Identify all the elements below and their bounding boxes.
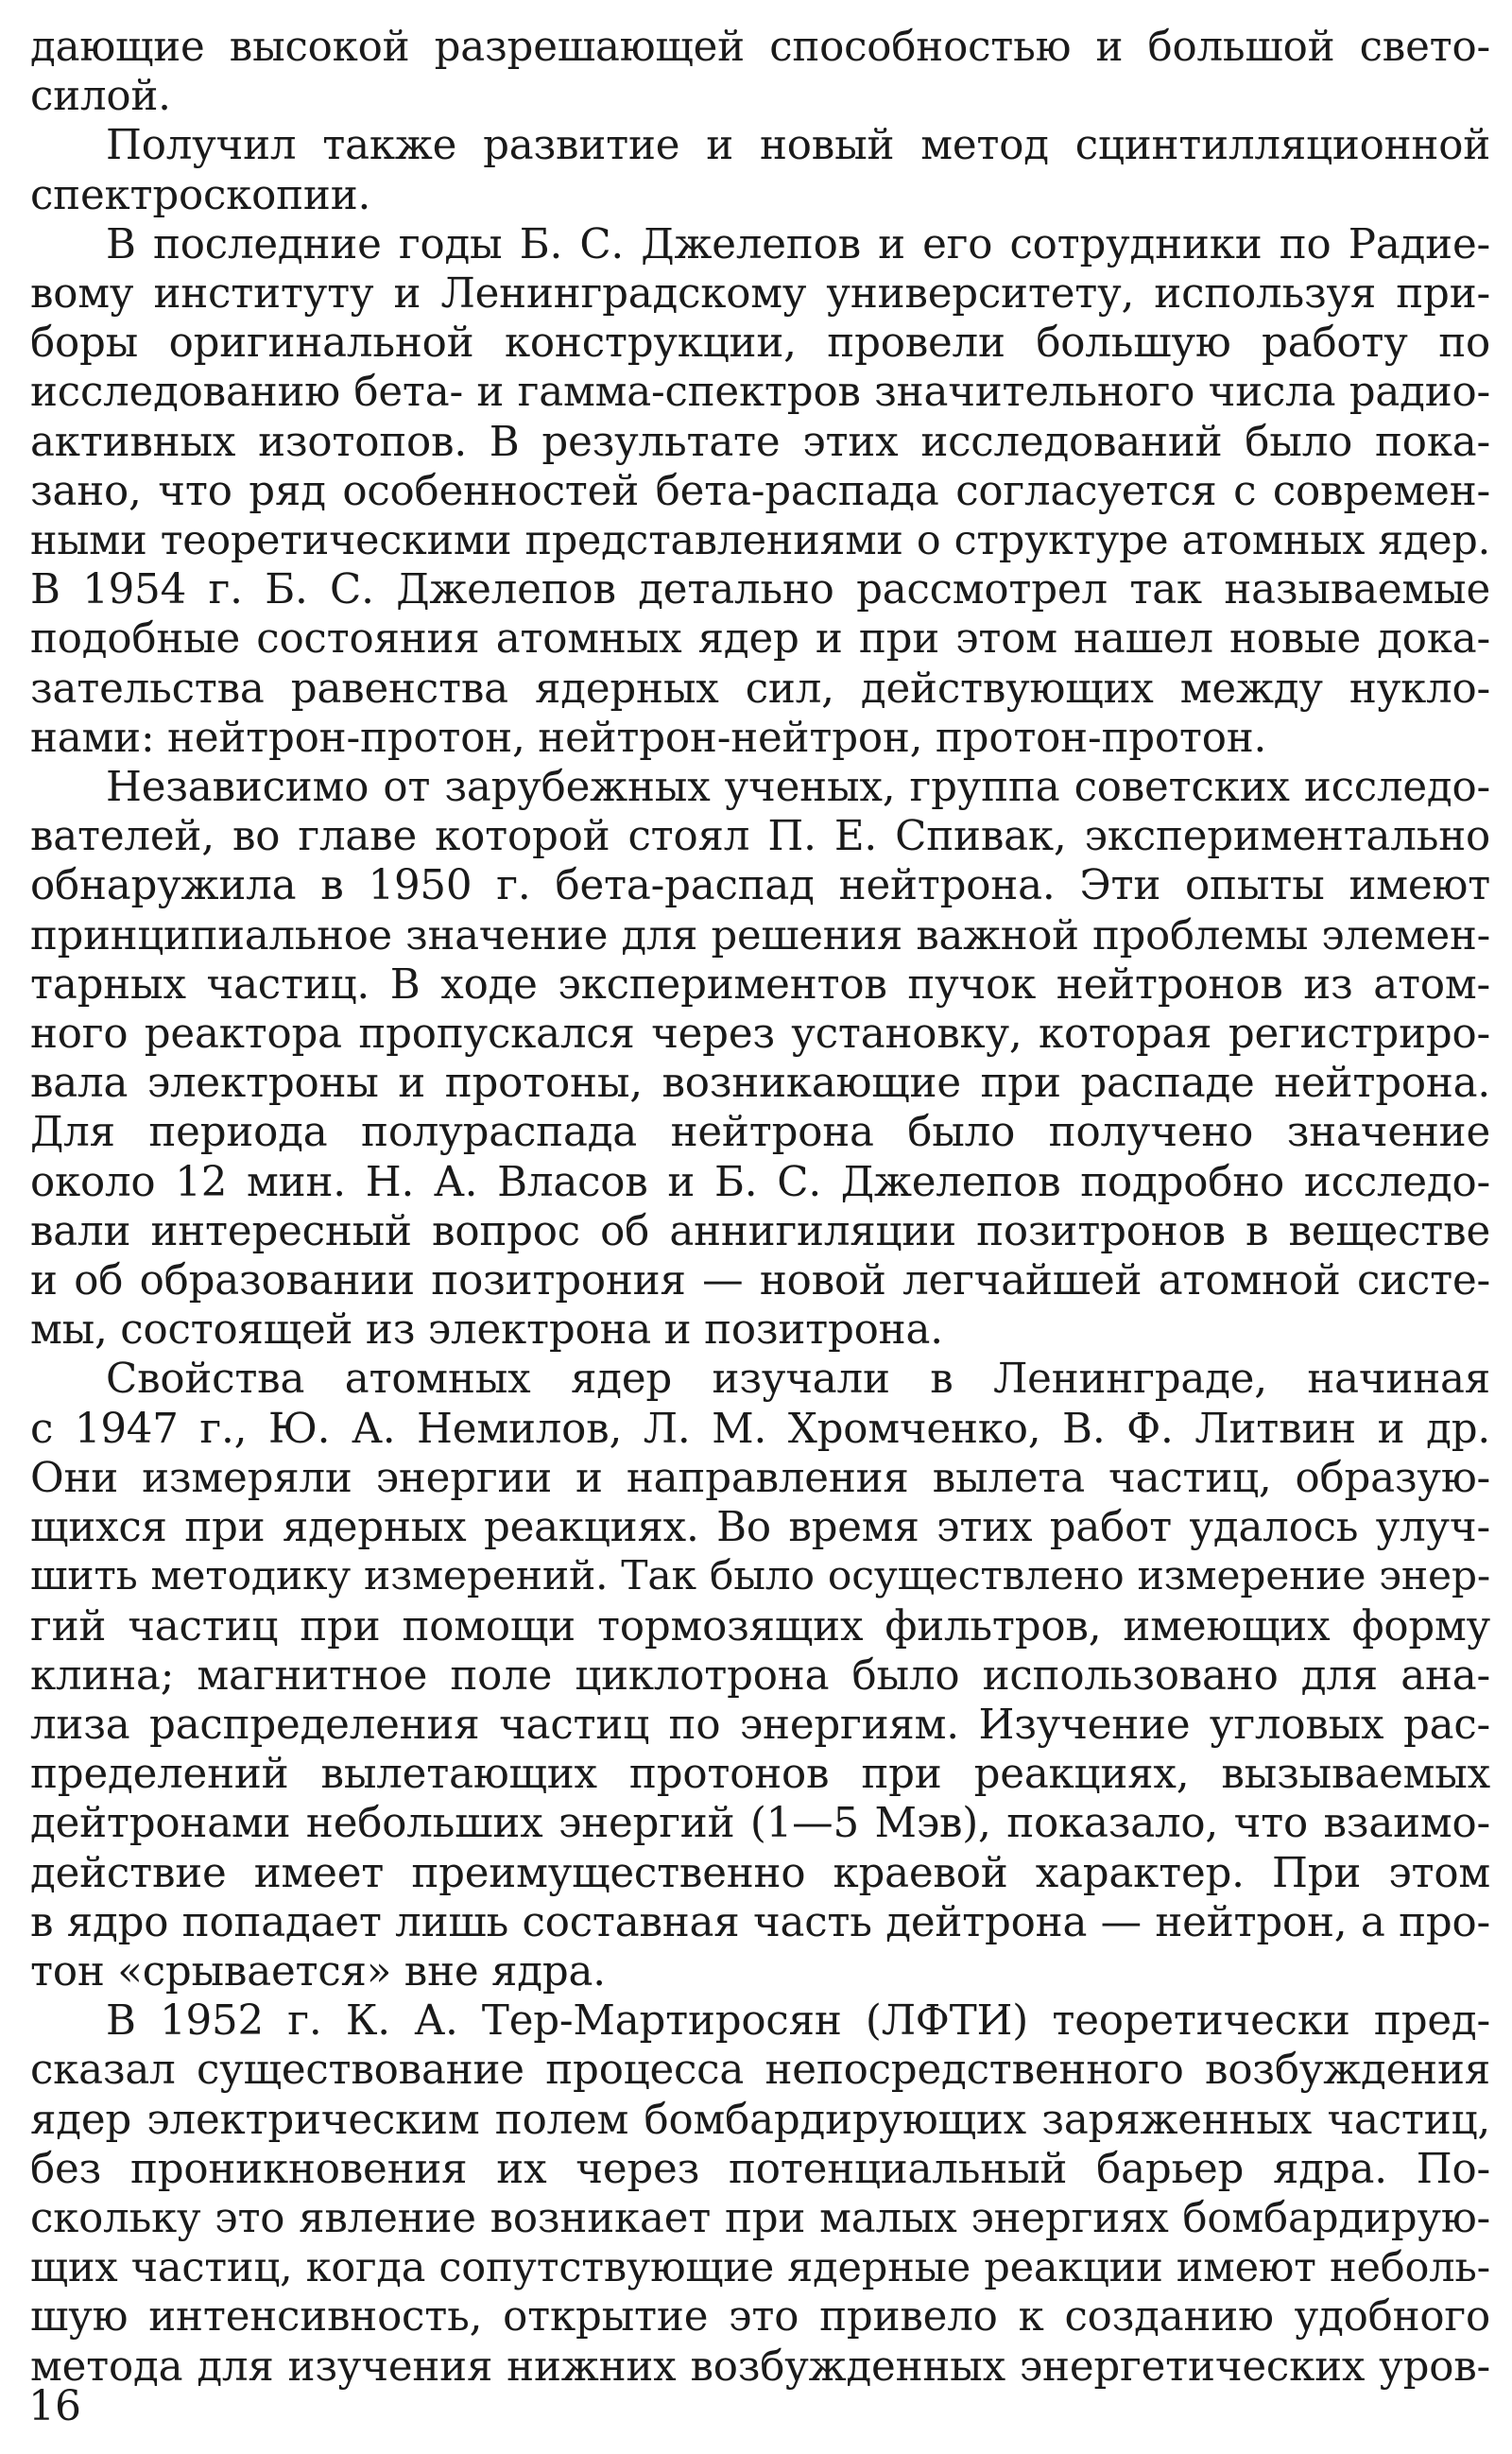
text-line: ного реактора пропускался через установку, которая регистриро-: [30, 1011, 1490, 1059]
paragraph-1: [30, 23, 1490, 121]
text-line: клина; магнитное поле циклотрона было использовано для ана-: [30, 1651, 1490, 1700]
text-line: боры оригинальной конструкции, провели большую работу по: [30, 320, 1490, 368]
text-line: подобные состояния атомных ядер и при этом нашел новые дока-: [30, 615, 1490, 664]
text-line: В 1954 г. Б. С. Джелепов детально рассмотрел так называемые: [30, 566, 1490, 614]
text-line: спектроскопии.: [30, 171, 371, 219]
text-line: вателей, во главе которой стоял П. Е. Спивак, экспериментально: [30, 813, 1490, 861]
text-line: около 12 мин. Н. А. Власов и Б. С. Джелепов подробно исследо-: [30, 1158, 1490, 1206]
text-line: гий частиц при помощи тормозящих фильтров, имеющих форму: [30, 1602, 1490, 1650]
text-line: щихся при ядерных реакциях. Во время этих работ удалось улуч-: [30, 1504, 1490, 1552]
text-line: зано, что ряд особенностей бета-распада согласуется с современ-: [30, 467, 1490, 515]
text-line: активных изотопов. В результате этих исследований было пока-: [30, 418, 1490, 466]
page-number: 16: [28, 2382, 81, 2430]
text-line: без проникновения их через потенциальный барьер ядра. По-: [30, 2145, 1490, 2193]
text-line: с 1947 г., Ю. А. Немилов, Л. М. Хромченко, В. Ф. Литвин и др.: [30, 1405, 1490, 1453]
text-line: щих частиц, когда сопутствующие ядерные реакции имеют неболь-: [30, 2244, 1490, 2292]
text-line: действие имеет преимущественно краевой характер. При этом: [30, 1849, 1490, 1897]
text-line: исследованию бета- и гамма-спектров значительного числа радио-: [30, 369, 1490, 417]
text-line: принципиальное значение для решения важной проблемы элемен-: [30, 911, 1490, 959]
text-line: скольку это явление возникает при малых энергиях бомбардирую-: [30, 2194, 1490, 2242]
text-line: пределений вылетающих протонов при реакциях, вызываемых: [30, 1751, 1490, 1799]
text-line: ядер электрическим полем бомбардирующих заряженных частиц,: [30, 2096, 1490, 2144]
text-line: мы, состоящей из электрона и позитрона.: [30, 1306, 943, 1355]
text-line: вому институту и Ленинградскому университету, используя при-: [30, 270, 1490, 319]
text-line: тарных частиц. В ходе экспериментов пучок нейтронов из атом-: [30, 960, 1490, 1009]
text-line: В 1952 г. К. А. Тер-Мартиросян (ЛФТИ) теоретически пред-: [106, 1997, 1490, 2046]
paragraph-6: [30, 1996, 1490, 2392]
paragraph-2: [30, 121, 1490, 219]
paragraph-5: [30, 1355, 1490, 1996]
text-line: метода для изучения нижних возбужденных энергетических уров-: [30, 2342, 1490, 2391]
text-line: силой.: [30, 73, 171, 121]
text-line: дейтронами небольших энергий (1—5 Мэв), показало, что взаимо-: [30, 1800, 1490, 1848]
text-line: сказал существование процесса непосредственного возбуждения: [30, 2047, 1490, 2095]
text-line: Независимо от зарубежных ученых, группа советских исследо-: [106, 764, 1490, 812]
text-line: и об образовании позитрония — новой легчайшей атомной систе-: [30, 1257, 1490, 1305]
text-line: нами: нейтрон-протон, нейтрон-нейтрон, протон-протон.: [30, 714, 1267, 762]
text-line: дающие высокой разрешающей способностью и большой свето-: [30, 24, 1490, 71]
text-line: в ядро попадает лишь составная часть дейтрона — нейтрон, а про-: [30, 1898, 1490, 1946]
text-line: Для периода полураспада нейтрона было получено значение: [30, 1109, 1490, 1157]
paragraph-3: [30, 220, 1490, 763]
text-line: тон «срывается» вне ядра.: [30, 1947, 606, 1996]
text-line: ными теоретическими представлениями о структуре атомных ядер.: [30, 517, 1490, 565]
text-line: обнаружила в 1950 г. бета-распад нейтрона. Эти опыты имеют: [30, 862, 1490, 910]
text-line: Они измеряли энергии и направления вылета частиц, образую-: [30, 1454, 1490, 1502]
text-line: В последние годы Б. С. Джелепов и его сотрудники по Радие-: [106, 220, 1490, 268]
text-line: шить методику измерений. Так было осуществлено измерение энер-: [30, 1553, 1490, 1600]
text-line: Свойства атомных ядер изучали в Ленинграде, начиная: [106, 1356, 1490, 1404]
paragraph-4: [30, 763, 1490, 1355]
text-line: вали интересный вопрос об аннигиляции позитронов в веществе: [30, 1207, 1490, 1255]
page-body: [30, 23, 1490, 2392]
text-line: лиза распределения частиц по энергиям. Изучение угловых рас-: [30, 1701, 1490, 1749]
text-line: шую интенсивность, открытие это привело к созданию удобного: [30, 2293, 1490, 2342]
text-line: Получил также развитие и новый метод сцинтилляционной: [106, 122, 1490, 170]
text-line: зательства равенства ядерных сил, действующих между нукло-: [30, 665, 1490, 713]
text-line: вала электроны и протоны, возникающие при распаде нейтрона.: [30, 1060, 1490, 1108]
